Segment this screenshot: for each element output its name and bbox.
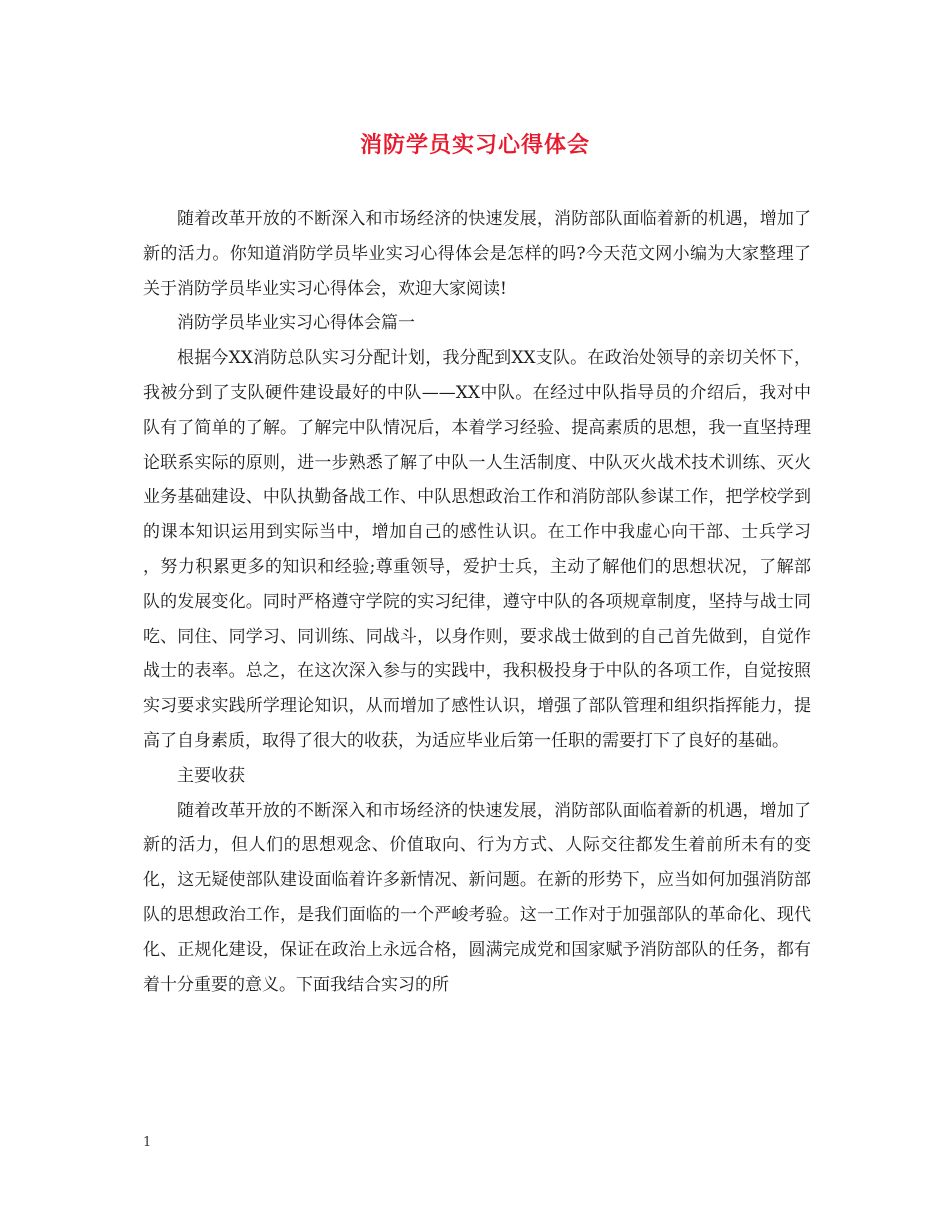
body-paragraph: 随着改革开放的不断深入和市场经济的快速发展，消防部队面临着新的机遇，增加了新的活力，但人们的思想观念、价值取向、行为方式、人际交往都发生着前所未有的变化，这无疑使部队建设面临着许多新情况、新问题。在新的形势下，应当如何加强消防部队的思想政治工作，是我们面临的一个严峻考验。这一工作对于加强部队的革命化、现代化、正规化建设，保证在政治上永远合格，圆满完成党和国家赋予消防部队的任务，都有着十分重要的意义。下面我结合实习的所 bbox=[143, 800, 811, 995]
section-heading: 主要收获 bbox=[177, 765, 245, 786]
intro-paragraph: 随着改革开放的不断深入和市场经济的快速发展，消防部队面临着新的机遇，增加了新的活力。你知道消防学员毕业实习心得体会是怎样的吗?今天范文网小编为大家整理了关于消防学员毕业实习心得体会，欢迎大家阅读! bbox=[143, 209, 811, 299]
section-heading: 消防学员毕业实习心得体会篇一 bbox=[177, 313, 415, 334]
body-paragraph: 根据今XX消防总队实习分配计划，我分配到XX支队。在政治处领导的亲切关怀下，我被分到了支队硬件建设最好的中队——XX中队。在经过中队指导员的介绍后，我对中队有了简单的了解。了解完中队情况后，本着学习经验、提高素质的思想，我一直坚持理论联系实际的原则，进一步熟悉了解了中队一人生活制度、中队灭火战术技术训练、灭火业务基础建设、中队执勤备战工作、中队思想政治工作和消防部队参谋工作，把学校学到的课本知识运用到实际当中，增加自己的感性认识。在工作中我虚心向干部、士兵学习 ，努力积累更多的知识和经验;尊重领导，爱护士兵，主动了解他们的思想状况，了解部队的发展变化。同时严格遵守学院的实习纪律，遵守中队的各项规章制度，坚持与战士同吃、同住、同学习、同训练、同战斗，以身作则，要求战士做到的自己首先做到，自觉作战士的表率。总之，在这次深入参与的实践中，我积极投身于中队的各项工作，自觉按照实习要求实践所学理论知识，从而增加了感性认识，增强了部队管理和组织指挥能力，提高了自身素质，取得了很大的收获，为适应毕业后第一任职的需要打下了良好的基础。 bbox=[143, 348, 811, 751]
document-body bbox=[143, 202, 811, 1002]
document-title: 消防学员实习心得体会 bbox=[359, 132, 590, 158]
page-number: 1 bbox=[143, 1135, 152, 1150]
